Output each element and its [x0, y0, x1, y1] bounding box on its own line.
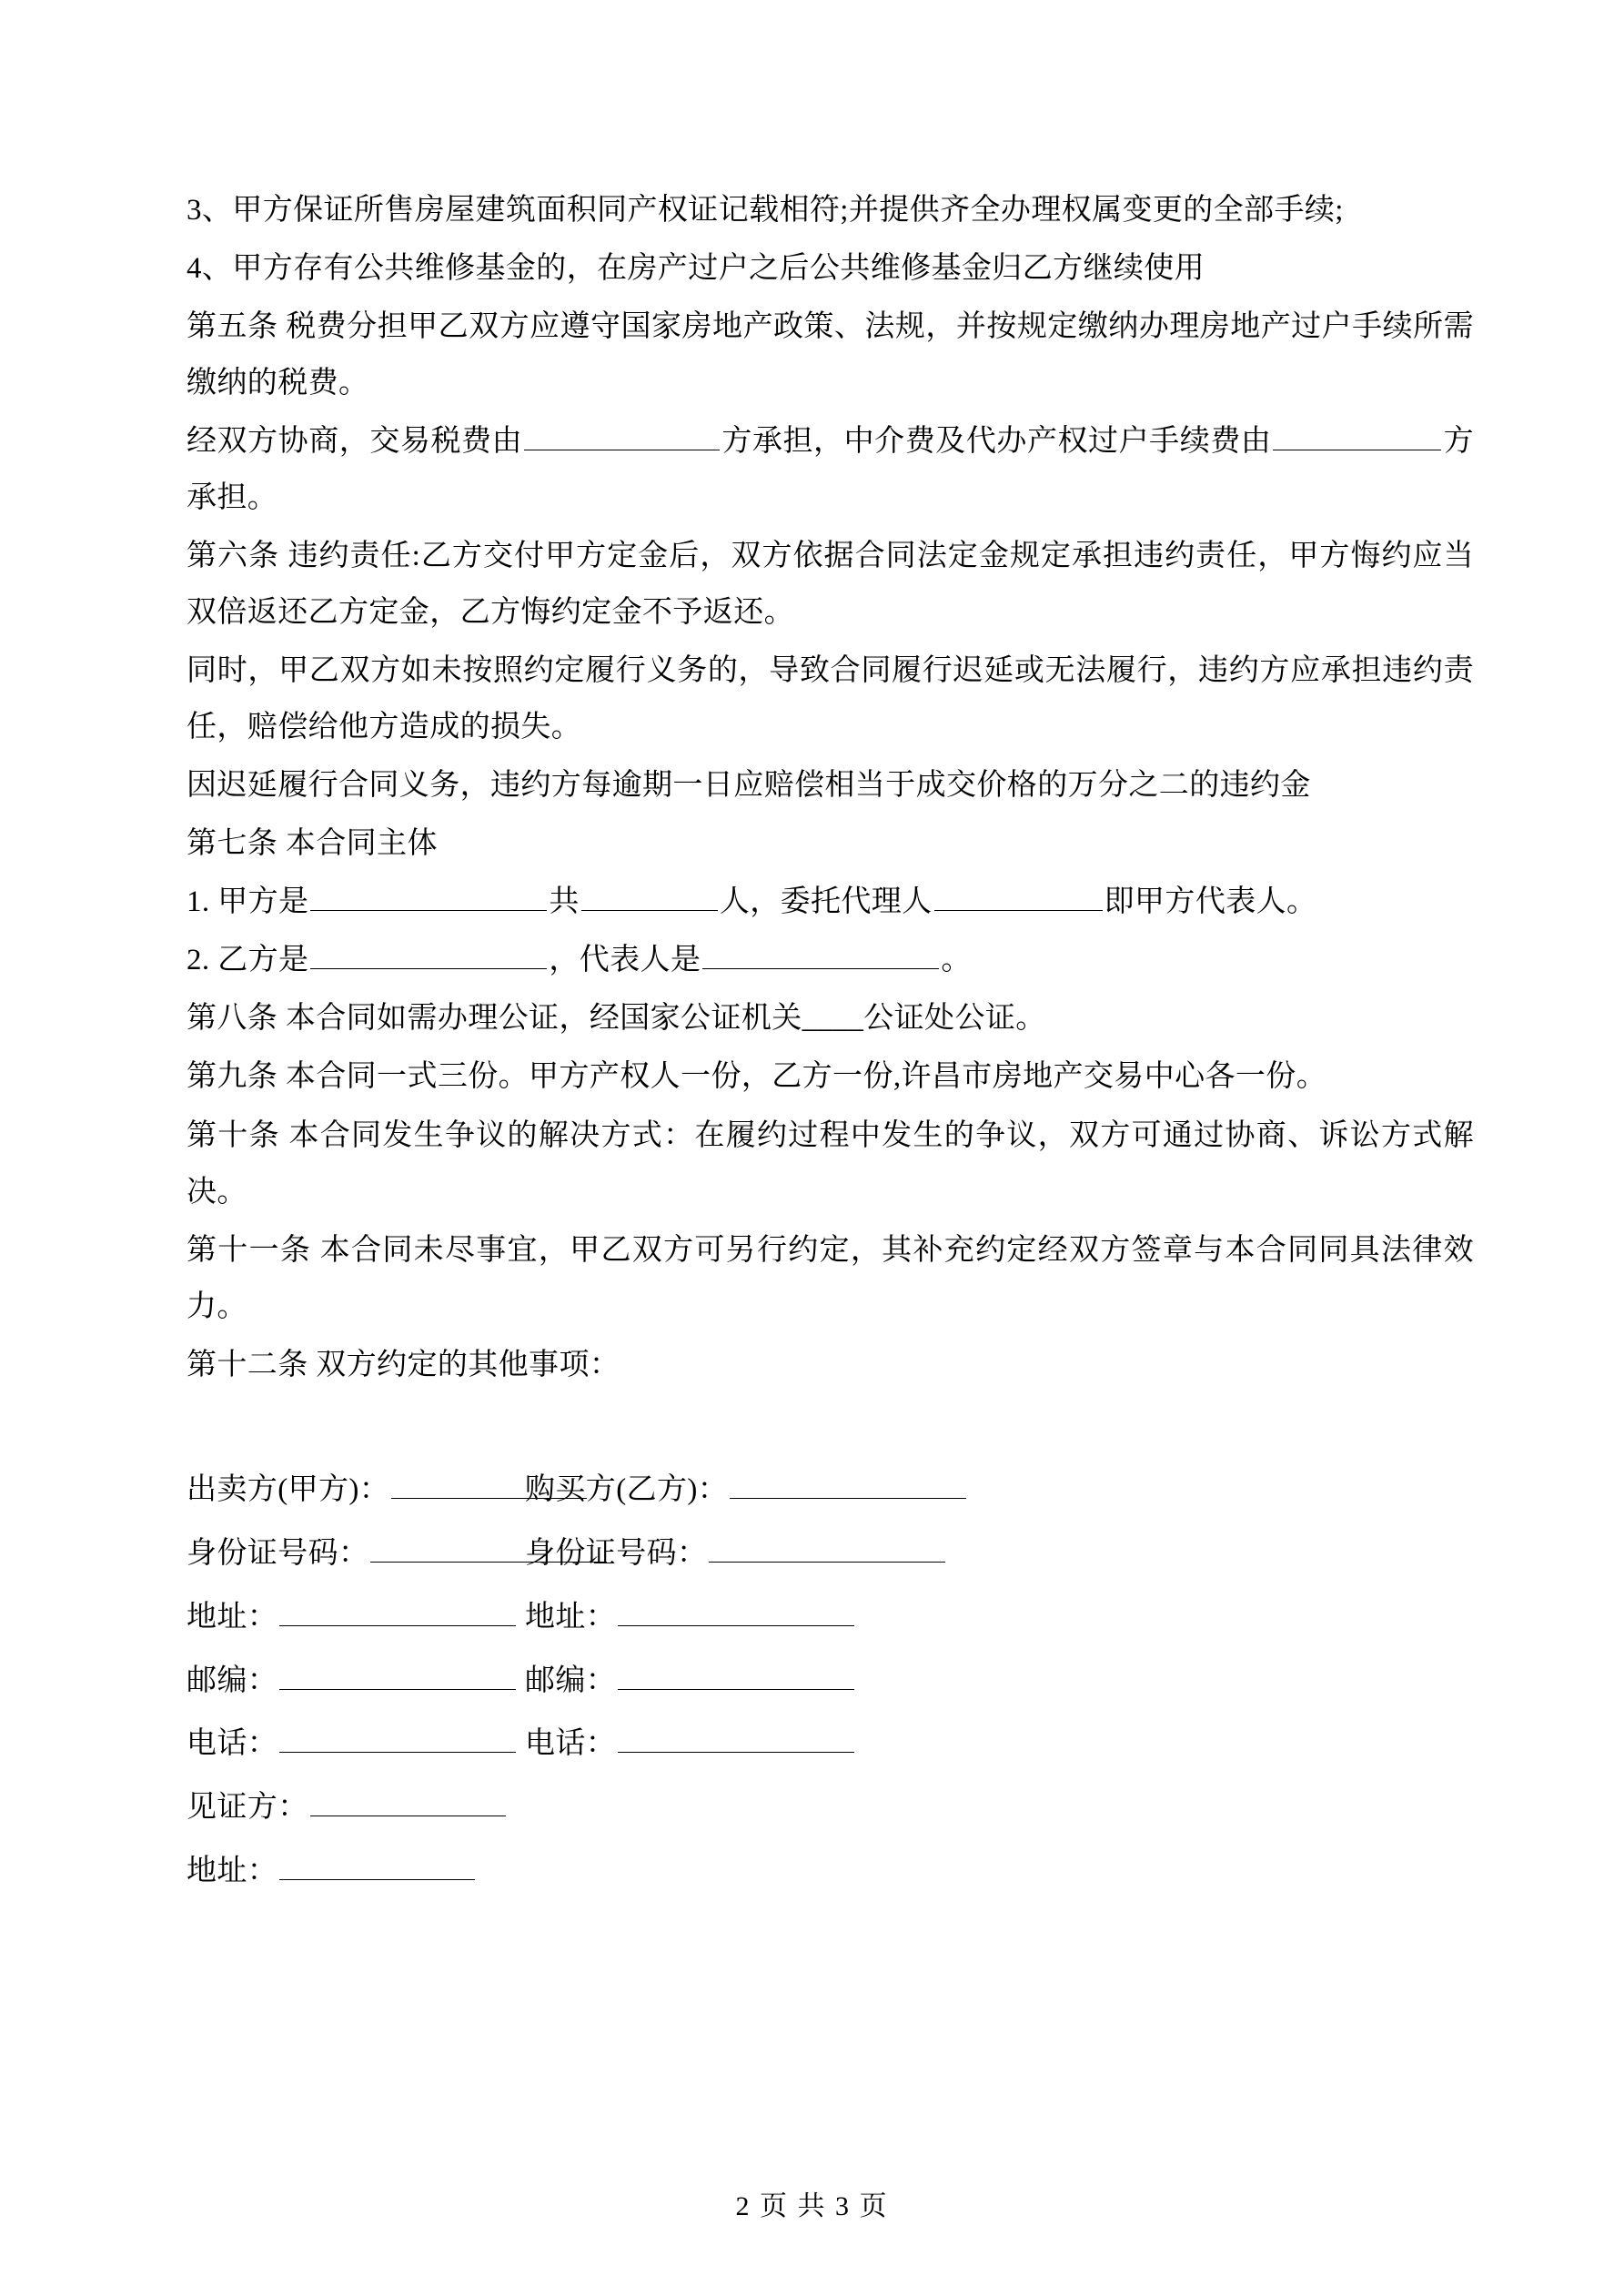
seller-id-cell	[187, 1522, 525, 1586]
seller-postcode-label: 邮编：	[187, 1664, 278, 1697]
document-body	[187, 182, 1474, 1904]
page-footer: 2 页 共 3 页	[735, 2191, 889, 2221]
clause-article-12: 第十二条 双方约定的其他事项：	[187, 1348, 620, 1381]
buyer-cell	[525, 1459, 968, 1522]
signature-row-postcode	[187, 1650, 1474, 1714]
buyer-address-label: 地址：	[525, 1600, 617, 1633]
buyer-phone-cell	[525, 1713, 856, 1776]
buyer-address-cell	[525, 1586, 856, 1650]
party-a-text-4: 即甲方代表人。	[1104, 885, 1317, 919]
witness-address-label: 地址：	[187, 1855, 278, 1888]
witness-blank[interactable]	[310, 1785, 506, 1817]
buyer-postcode-cell	[525, 1650, 856, 1714]
seller-address-blank[interactable]	[279, 1593, 516, 1626]
signature-row-address	[187, 1586, 1474, 1650]
clause-article-5: 第五条 税费分担甲乙双方应遵守国家房地产政策、法规，并按规定缴纳办理房地产过户手续所需缴纳的税费。	[187, 310, 1474, 400]
party-a-text-3: 人，委托代理人	[719, 885, 933, 919]
signature-section	[187, 1459, 1474, 1905]
buyer-phone-label: 电话：	[525, 1727, 617, 1761]
clause-item-3: 3、甲方保证所售房屋建筑面积同产权证记载相符;并提供齐全办理权属变更的全部手续;	[187, 194, 1344, 227]
seller-phone-blank[interactable]	[279, 1721, 516, 1754]
fee-text-pre: 经双方协商，交易税费由	[187, 425, 523, 459]
fee-allocation-paragraph	[187, 413, 1474, 526]
seller-postcode-cell	[187, 1650, 525, 1714]
witness-address-blank[interactable]	[279, 1848, 475, 1881]
clause-article-11: 第十一条 本合同未尽事宜，甲乙双方可另行约定，其补充约定经双方签章与本合同同具法律效力。	[187, 1233, 1474, 1323]
signature-row-phone	[187, 1713, 1474, 1776]
subject-party-b	[187, 932, 1474, 988]
party-a-name-blank[interactable]	[310, 879, 547, 912]
buyer-postcode-label: 邮编：	[525, 1664, 617, 1697]
buyer-id-label: 身份证号码：	[525, 1536, 708, 1570]
buyer-id-cell	[525, 1522, 947, 1586]
buyer-postcode-blank[interactable]	[618, 1657, 854, 1690]
clause-article-8: 第八条 本合同如需办理公证，经国家公证机关____公证处公证。	[187, 1002, 1046, 1036]
signature-row-id-numbers	[187, 1522, 1474, 1586]
clause-article-6-penalty: 因迟延履行合同义务，违约方每逾期一日应赔偿相当于成交价格的万分之二的违约金	[187, 769, 1311, 803]
party-b-rep-blank[interactable]	[702, 937, 939, 970]
witness-cell	[187, 1776, 508, 1840]
party-b-text-2: ，代表人是	[549, 944, 701, 977]
buyer-blank[interactable]	[730, 1466, 966, 1499]
seller-phone-cell	[187, 1713, 525, 1776]
party-b-text-1: 2. 乙方是	[187, 944, 309, 977]
fee-text-mid: 方承担，中介费及代办产权过户手续费由	[721, 425, 1272, 459]
seller-address-cell	[187, 1586, 525, 1650]
seller-postcode-blank[interactable]	[279, 1657, 516, 1690]
clause-article-9: 第九条 本合同一式三份。甲方产权人一份，乙方一份,许昌市房地产交易中心各一份。	[187, 1060, 1327, 1094]
signature-row-witness-address	[187, 1840, 1474, 1904]
agency-fee-payer-blank[interactable]	[1273, 418, 1441, 450]
clause-article-6-cont: 同时，甲乙双方如未按照约定履行义务的，导致合同履行迟延或无法履行，违约方应承担违约责任，赔偿给他方造成的损失。	[187, 654, 1474, 744]
tax-payer-blank[interactable]	[524, 418, 720, 450]
buyer-address-blank[interactable]	[618, 1593, 854, 1626]
party-a-text-2: 共	[549, 885, 580, 919]
buyer-phone-blank[interactable]	[618, 1721, 854, 1754]
seller-label: 出卖方(甲方)：	[187, 1472, 390, 1506]
witness-label: 见证方：	[187, 1791, 308, 1825]
signature-row-witness	[187, 1776, 1474, 1840]
witness-address-cell	[187, 1840, 477, 1904]
party-a-agent-blank[interactable]	[934, 879, 1103, 912]
party-b-name-blank[interactable]	[310, 937, 547, 970]
party-b-text-3: 。	[941, 944, 972, 977]
clause-article-6: 第六条 违约责任:乙方交付甲方定金后，双方依据合同法定金规定承担违约责任，甲方悔约应当双倍返还乙方定金，乙方悔约定金不予返还。	[187, 540, 1474, 630]
seller-cell	[187, 1459, 525, 1522]
buyer-label: 购买方(乙方)：	[525, 1472, 729, 1506]
clause-article-7: 第七条 本合同主体	[187, 827, 438, 861]
clause-item-4: 4、甲方存有公共维修基金的，在房产过户之后公共维修基金归乙方继续使用	[187, 252, 1205, 286]
party-a-text-1: 1. 甲方是	[187, 885, 309, 919]
signature-row-seller-buyer	[187, 1459, 1474, 1522]
fee-text-post: 方承担。	[187, 425, 1474, 515]
seller-address-label: 地址：	[187, 1600, 278, 1633]
seller-id-label: 身份证号码：	[187, 1536, 369, 1570]
clause-article-10: 第十条 本合同发生争议的解决方式：在履约过程中发生的争议，双方可通过协商、诉讼方式解决。	[187, 1118, 1474, 1209]
buyer-id-blank[interactable]	[709, 1530, 945, 1563]
seller-phone-label: 电话：	[187, 1727, 278, 1761]
party-a-count-blank[interactable]	[581, 879, 718, 912]
subject-party-a	[187, 874, 1474, 930]
